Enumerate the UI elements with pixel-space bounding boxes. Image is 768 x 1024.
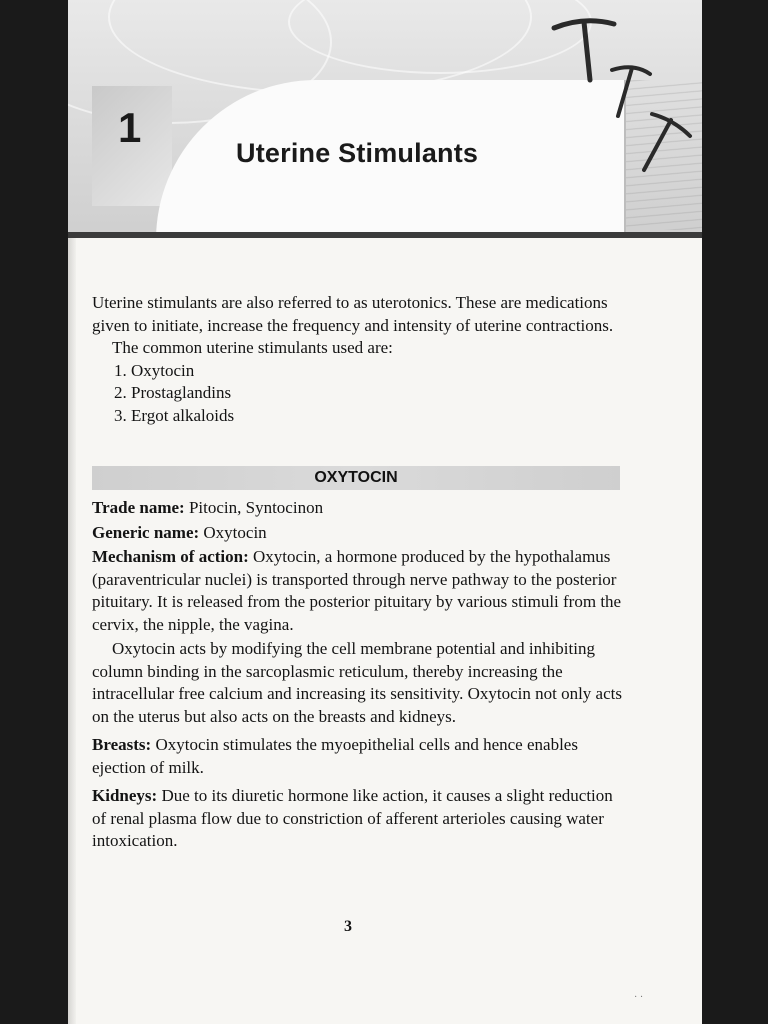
oxytocin-section [92,497,624,855]
book-page [68,0,702,1024]
intro-section [92,292,622,427]
mechanism-paragraph [92,546,624,636]
action-paragraph: Oxytocin acts by modifying the cell membrane potential and inhibiting column binding in the sarcoplasmic reticulum, thereby increasing the intracellular free calcium and increasing its sensitivity. Oxytocin not only acts on the uterus but also acts on the breasts and kidneys. [92,639,622,726]
list-intro: The common uterine stimulants used are: [112,338,393,357]
generic-name-label: Generic name: [92,522,200,542]
section-header-bar [92,466,620,490]
kidneys-label: Kidneys: [92,786,158,805]
iud-device-icon [544,8,694,178]
list-item: 2. Prostaglandins [114,383,232,402]
trade-name-label: Trade name: [92,498,185,517]
kidneys-paragraph [92,785,624,853]
chapter-number: 1 [118,104,142,151]
trade-name-line [92,497,624,520]
page-number: 3 [344,918,352,935]
banner-bottom-band [68,232,702,238]
breasts-paragraph [92,734,624,779]
list-item: 3. Ergot alkaloids [114,405,235,425]
mechanism-label: Mechanism of action: [92,547,249,566]
stimulant-list [92,360,622,428]
chapter-banner [68,0,702,238]
breasts-text: Oxytocin stimulates the myoepithelial cells and hence enables ejection of milk. [92,735,578,777]
scan-specks: · · [634,992,644,1003]
chapter-title: Uterine Stimulants [236,138,479,168]
generic-name-line [92,522,624,545]
list-item: 1. Oxytocin [114,360,195,380]
generic-name-value: Oxytocin [199,522,267,542]
trade-name-value: Pitocin, Syntocinon [184,498,324,517]
breasts-label: Breasts: [92,735,152,754]
intro-paragraph: Uterine stimulants are also referred to as uterotonics. These are medications given to initiate, increase the frequency and intensity of uterine contractions. [92,293,614,335]
section-title: OXYTOCIN [314,469,398,486]
mechanism-text: Oxytocin, a hormone produced by the hypothalamus (paraventricular nuclei) is transported through nerve pathway to the posterior pituitary. It is released from the posterior pituitary by various stimuli from the cervix, the nipple, the vagina. [92,547,622,634]
kidneys-text: Due to its diuretic hormone like action, it causes a slight reduction of renal plasma flow due to constriction of afferent arterioles causing water intoxication. [92,786,613,850]
